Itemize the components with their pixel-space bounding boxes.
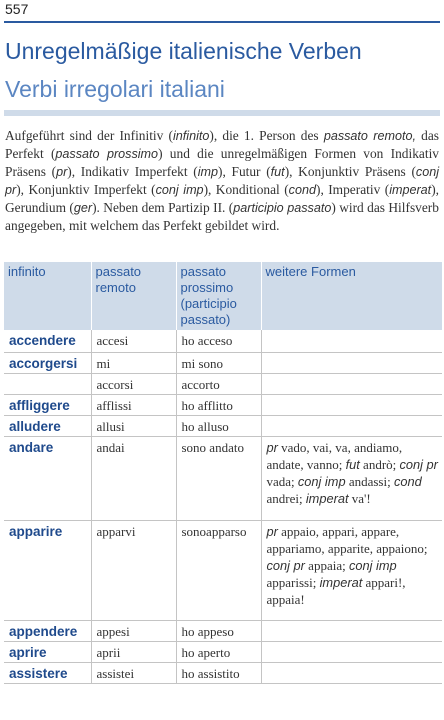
intro-text: ), Konjunktiv Präsens ( <box>284 164 416 179</box>
cell-infinito: appendere <box>4 621 91 642</box>
table-row <box>4 663 442 684</box>
page-subtitle: Verbi irregolari italiani <box>5 76 225 102</box>
form-text: apparissi; <box>266 575 320 590</box>
cell-passato-prossimo: ho afflitto <box>176 395 261 416</box>
cell-weitere-formen <box>261 330 442 353</box>
cell-passato-prossimo: ho acceso <box>176 330 261 353</box>
form-abbrev: conj imp <box>348 558 397 573</box>
cell-passato-remoto: apparvi <box>91 521 176 621</box>
intro-paragraph <box>5 127 439 235</box>
intro-abbrev: imp <box>197 165 219 179</box>
cell-weitere-formen <box>261 416 442 437</box>
cell-passato-prossimo: sonoapparso <box>176 521 261 621</box>
intro-abbrev: conj imp <box>155 183 204 197</box>
table-row <box>4 621 442 642</box>
cell-infinito: accorgersi <box>4 353 91 374</box>
cell-passato-remoto: mi <box>91 353 176 374</box>
cell-passato-prossimo: mi sono <box>176 353 261 374</box>
intro-text: ). Neben dem Partizip II. ( <box>92 200 234 215</box>
cell-weitere-formen <box>261 521 442 621</box>
form-abbrev: pr <box>266 440 278 455</box>
cell-passato-remoto: accorsi <box>91 374 176 395</box>
form-abbrev: imperat <box>305 491 349 506</box>
table-row <box>4 416 442 437</box>
intro-text: ), Futur ( <box>218 164 271 179</box>
cell-passato-remoto: appesi <box>91 621 176 642</box>
form-text: va'! <box>348 491 371 506</box>
form-text: vada; <box>266 474 298 489</box>
form-text: andrei; <box>266 491 306 506</box>
cell-weitere-formen <box>261 663 442 684</box>
intro-abbrev: infinito <box>172 129 210 143</box>
form-text: appaia; <box>304 558 349 573</box>
cell-passato-remoto: assistei <box>91 663 176 684</box>
form-text: vado, vai, va, andiamo, andate, vanno; <box>266 440 403 472</box>
intro-text: ), Gerundium ( <box>5 182 439 215</box>
header-infinito: infinito <box>4 262 91 330</box>
cell-passato-prossimo: ho assistito <box>176 663 261 684</box>
cell-passato-remoto: afflissi <box>91 395 176 416</box>
form-abbrev: conj imp <box>297 474 346 489</box>
top-rule <box>4 21 440 23</box>
cell-infinito: aprire <box>4 642 91 663</box>
table-row <box>4 353 442 374</box>
cell-passato-prossimo: ho aperto <box>176 642 261 663</box>
intro-abbrev: cond <box>288 183 316 197</box>
intro-text: ), Konditional ( <box>203 182 289 197</box>
cell-infinito: accendere <box>4 330 91 353</box>
intro-abbrev: participio passato <box>233 201 332 215</box>
cell-passato-prossimo: accorto <box>176 374 261 395</box>
cell-passato-prossimo: sono andato <box>176 437 261 521</box>
table-row <box>4 330 442 353</box>
intro-abbrev: ger <box>73 201 93 215</box>
cell-weitere-formen <box>261 642 442 663</box>
header-passato-remoto: passato remoto <box>91 262 176 330</box>
cell-infinito: affliggere <box>4 395 91 416</box>
intro-text: ), Indikativ Imperfekt ( <box>67 164 198 179</box>
page-title: Unregelmäßige italienische Verben <box>5 38 362 64</box>
intro-text: Aufgeführt sind der Infinitiv ( <box>5 128 173 143</box>
cell-weitere-formen <box>261 353 442 374</box>
table-row <box>4 374 442 395</box>
cell-passato-remoto: aprii <box>91 642 176 663</box>
form-abbrev: imperat <box>319 575 363 590</box>
intro-text: ), Imperativ ( <box>315 182 390 197</box>
header-passato-prossimo: passato prossimo (participio passato) <box>176 262 261 330</box>
cell-passato-remoto: accesi <box>91 330 176 353</box>
form-text: andassi; <box>345 474 394 489</box>
table-row <box>4 642 442 663</box>
cell-weitere-formen <box>261 374 442 395</box>
verb-table <box>4 262 442 684</box>
form-text: andrò; <box>359 457 400 472</box>
form-text: appari!, appaia! <box>266 575 406 607</box>
table-header-row <box>4 262 442 330</box>
cell-passato-prossimo: ho appeso <box>176 621 261 642</box>
form-abbrev: fut <box>345 457 360 472</box>
cell-passato-remoto: allusi <box>91 416 176 437</box>
cell-infinito: assistere <box>4 663 91 684</box>
cell-weitere-formen <box>261 621 442 642</box>
intro-text: das Perfekt ( <box>5 128 439 161</box>
page-number: 557 <box>5 1 29 17</box>
intro-text: ) und die unregelmäßigen Formen von Indikativ Präsens ( <box>5 146 440 179</box>
cell-infinito: apparire <box>4 521 91 621</box>
intro-text: ) wird das Hilfsverb angegeben, mit welchem das Perfekt gebildet wird. <box>5 200 439 233</box>
header-weitere-formen: weitere Formen <box>261 262 442 330</box>
cell-passato-remoto: andai <box>91 437 176 521</box>
table-row <box>4 395 442 416</box>
form-abbrev: conj pr <box>266 558 305 573</box>
table-row <box>4 521 442 621</box>
cell-infinito: andare <box>4 437 91 521</box>
table-row <box>4 437 442 521</box>
intro-abbrev: conj pr <box>5 165 440 197</box>
intro-text: ), die 1. Person des <box>209 128 324 143</box>
intro-text: ), Konjunktiv Imperfekt ( <box>16 182 156 197</box>
subtitle-rule <box>4 110 440 116</box>
form-abbrev: conj pr <box>399 457 438 472</box>
form-abbrev: cond <box>393 474 422 489</box>
intro-abbrev: passato prossimo <box>55 147 159 161</box>
cell-infinito <box>4 374 91 395</box>
cell-weitere-formen <box>261 437 442 521</box>
cell-passato-prossimo: ho alluso <box>176 416 261 437</box>
form-abbrev: pr <box>266 524 278 539</box>
intro-abbrev: passato remoto, <box>323 129 416 143</box>
cell-weitere-formen <box>261 395 442 416</box>
cell-infinito: alludere <box>4 416 91 437</box>
form-text: appaio, appari, appare, appariamo, apparite, appaiono; <box>266 524 428 556</box>
intro-abbrev: pr <box>56 165 68 179</box>
intro-abbrev: imperat <box>389 183 432 197</box>
intro-abbrev: fut <box>270 165 285 179</box>
